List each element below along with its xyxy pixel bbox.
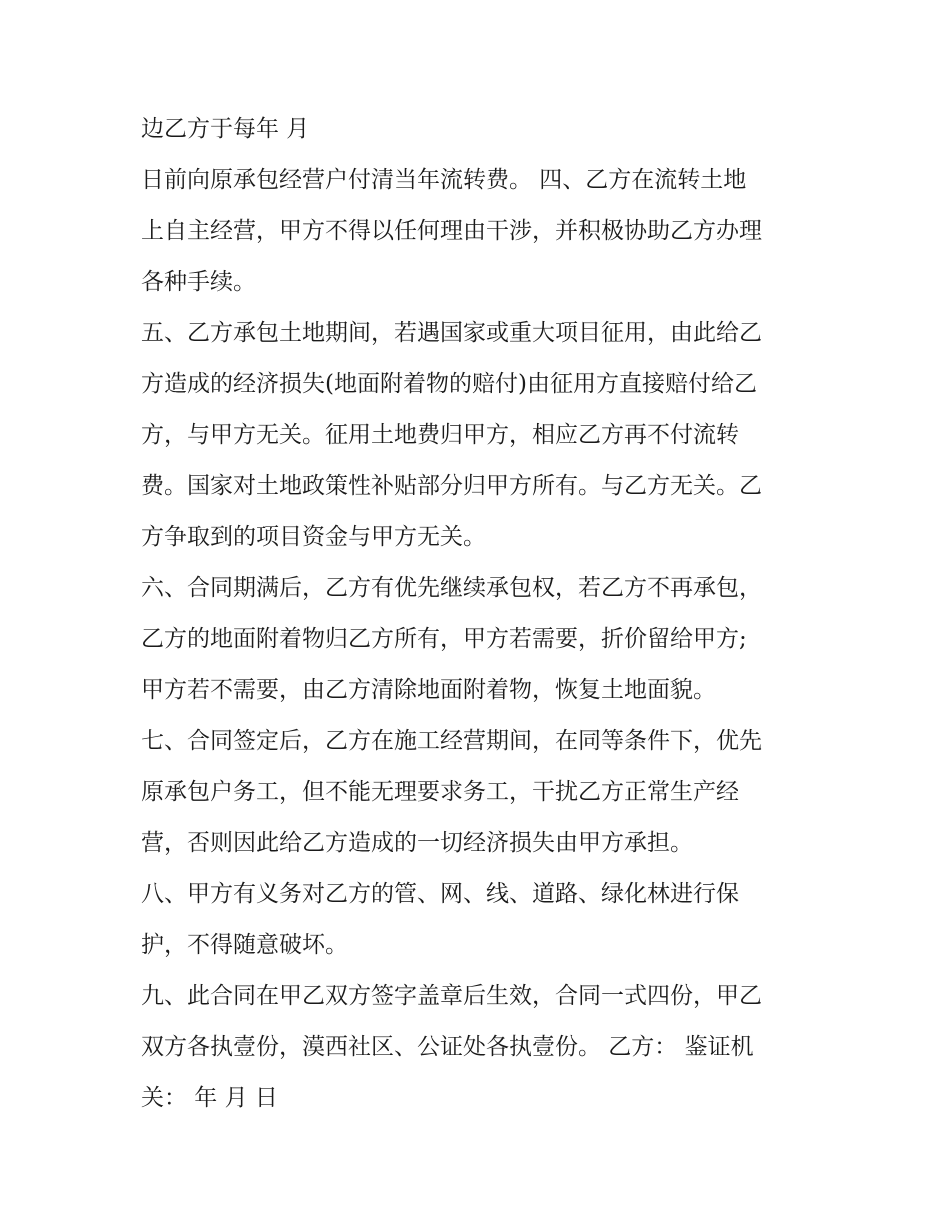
text-line: 乙方的地面附着物归乙方所有，甲方若需要，折价留给甲方;: [141, 626, 747, 652]
text-line: 方争取到的项目资金与甲方无关。: [141, 524, 486, 550]
text-line: 原承包户务工，但不能无理要求务工，干扰乙方正常生产经: [141, 779, 739, 805]
text-line: 双方各执壹份，漠西社区、公证处各执壹份。 乙方： 鉴证机: [141, 1034, 754, 1060]
text-line: 关： 年 月 日: [141, 1085, 278, 1111]
text-line: 方，与甲方无关。征用土地费归甲方，相应乙方再不付流转: [141, 422, 739, 448]
text-line: 费。国家对土地政策性补贴部分归甲方所有。与乙方无关。乙: [141, 473, 762, 499]
text-line: 护，不得随意破坏。: [141, 932, 348, 958]
text-line: 七、合同签定后，乙方在施工经营期间，在同等条件下，优先: [141, 728, 762, 754]
contract-text: [141, 104, 831, 1124]
text-line: 日前向原承包经营户付清当年流转费。 四、乙方在流转土地: [141, 167, 747, 193]
text-line: 八、甲方有义务对乙方的管、网、线、道路、绿化林进行保: [141, 881, 739, 907]
text-line: 边乙方于每年 月: [141, 116, 310, 142]
text-line: 甲方若不需要，由乙方清除地面附着物，恢复土地面貌。: [141, 677, 716, 703]
text-line: 方造成的经济损失(地面附着物的赔付)由征用方直接赔付给乙: [141, 371, 757, 397]
text-line: 上自主经营，甲方不得以任何理由干涉，并积极协助乙方办理: [141, 218, 762, 244]
text-line: 五、乙方承包土地期间，若遇国家或重大项目征用，由此给乙: [141, 320, 762, 346]
text-line: 六、合同期满后，乙方有优先继续承包权，若乙方不再承包，: [141, 575, 762, 601]
text-line: 各种手续。: [141, 269, 256, 295]
text-line: 九、此合同在甲乙双方签字盖章后生效，合同一式四份，甲乙: [141, 983, 762, 1009]
text-line: 营，否则因此给乙方造成的一切经济损失由甲方承担。: [141, 830, 693, 856]
